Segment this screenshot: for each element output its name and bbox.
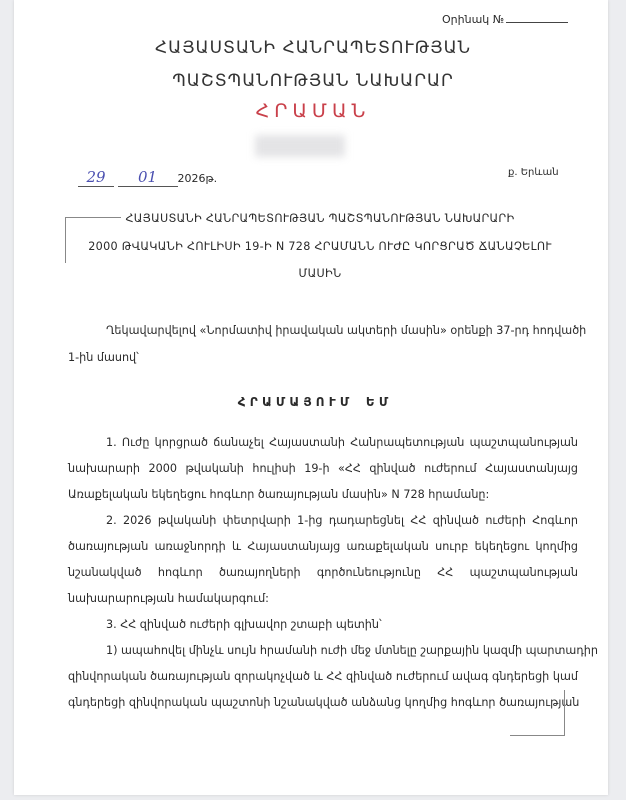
body-line: 1. Ուժը կորցրած ճանաչել Հայաստանի Հանրապետության պաշտպանության: [106, 436, 578, 449]
subject-line: ՄԱՍԻՆ: [298, 267, 342, 280]
body-line: զինվորական ծառայության զորակոչված և ՀՀ զինված ուժերում ավագ գնդերեցի կամ: [68, 670, 578, 683]
body-line: նախարարի 2000 թվականի հուլիսի 19-ի «ՀՀ զինված ուժերում Հայաստանյայց: [68, 462, 578, 475]
body-line: գնդերեցի զինվորական պաշտոնի նշանակված անձանց կողմից հոգևոր ծառայության: [68, 696, 580, 709]
body-line: նշանակված հոգևոր ծառայողների գործունեությունը ՀՀ պաշտպանության: [68, 566, 578, 579]
body-line: 2. 2026 թվականի փետրվարի 1-ից դադարեցնել ՀՀ զինված ուժերի Հոգևոր: [106, 514, 578, 527]
copy-number-blank: [506, 22, 568, 23]
corner-bracket: [510, 690, 565, 736]
preamble-line: Ղեկավարվելով «Նորմատիվ իրավական ակտերի մասին» օրենքի 37-րդ հոդվածի: [106, 324, 587, 337]
redacted-number: [255, 135, 345, 157]
date-year: 2026թ.: [177, 172, 218, 185]
date-month: 01: [118, 168, 178, 187]
body-line: Առաքելական եկեղեցու հոգևոր ծառայության մասին» N 728 հրամանը:: [68, 488, 490, 501]
order-heading: Հ Ր Ա Մ Ա Յ Ո Ւ Մ Ե Մ: [237, 395, 389, 409]
subject-line: ՀԱՅԱՍՏԱՆԻ ՀԱՆՐԱՊԵՏՈՒԹՅԱՆ ՊԱՇՏՊԱՆՈՒԹՅԱՆ ՆԱԽԱՐԱՐԻ: [125, 212, 515, 225]
date-day: 29: [78, 168, 114, 187]
ministry-title-line1: ՀԱՅԱՍՏԱՆԻ ՀԱՆՐԱՊԵՏՈՒԹՅԱՆ: [155, 38, 471, 58]
ministry-title-line2: ՊԱՇՏՊԱՆՈՒԹՅԱՆ ՆԱԽԱՐԱՐ: [172, 71, 454, 91]
subject-line: 2000 ԹՎԱԿԱՆԻ ՀՈՒԼԻՍԻ 19-Ի N 728 ՀՐԱՄԱՆՆ ՈՒԺԸ ԿՈՐՑՐԱԾ ՃԱՆԱՉԵԼՈՒ: [88, 240, 552, 253]
body-line: ծառայության առաջնորդի և Հայաստանյայց առաքելական սուրբ եկեղեցու կողմից: [68, 540, 578, 553]
preamble-line: 1-ին մասով՝: [68, 351, 139, 364]
document-type: ՀՐԱՄԱՆ: [255, 100, 371, 122]
copy-number-label: [442, 13, 568, 26]
copy-label-text: Օրինակ №: [442, 13, 505, 26]
city: ք. Երևան: [508, 167, 559, 178]
body-line: 1) ապահովել մինչև սույն հրամանի ուժի մեջ մտնելը շարքային կազմի պարտադիր: [106, 644, 598, 657]
body-line: նախարարության համակարգում:: [68, 592, 269, 605]
date-field: [78, 168, 217, 187]
body-line: 3. ՀՀ զինված ուժերի գլխավոր շտաբի պետին՝: [106, 618, 382, 631]
